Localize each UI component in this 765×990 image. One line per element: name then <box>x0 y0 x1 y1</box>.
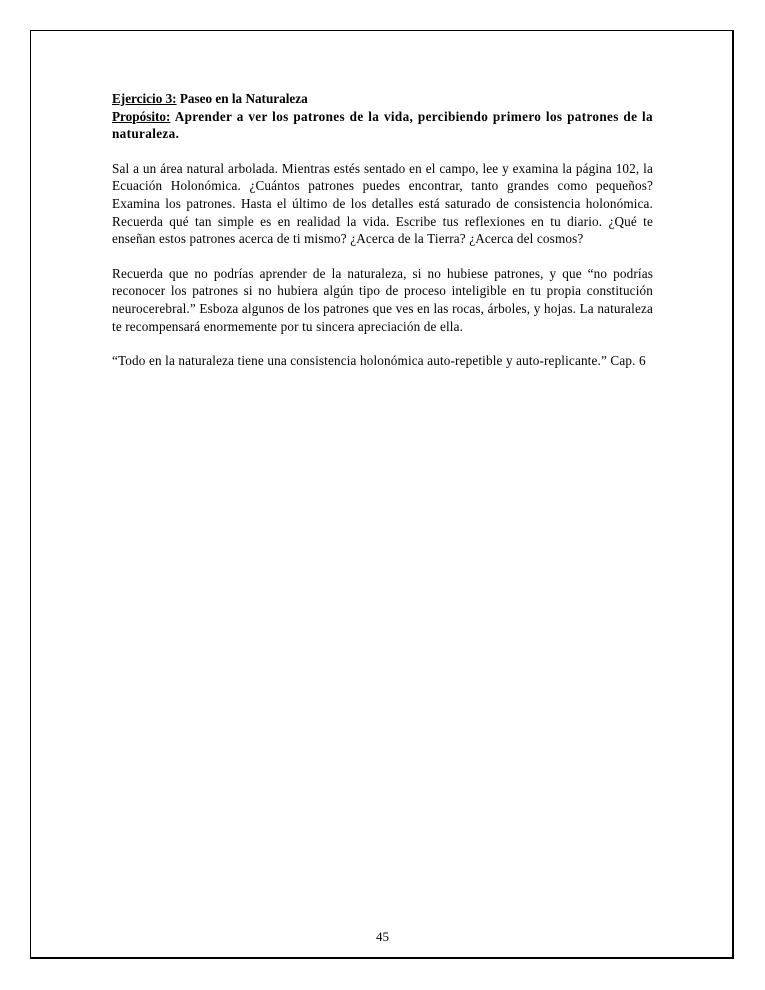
purpose-label: Propósito: <box>112 108 171 124</box>
paragraph-reflection: Recuerda que no podrías aprender de la naturaleza, si no hubiese patrones, y que “no podrías reconocer los patrones si no hubiera algún tipo de proceso inteligible en tu propia constitución neurocerebral.” Esboza algunos de los patrones que ves en las rocas, árboles, y hojas. La naturaleza te recompensará enormemente por tu sincera apreciación de ella. <box>112 265 653 334</box>
paragraph-instructions: Sal a un área natural arbolada. Mientras estés sentado en el campo, lee y examina la página 102, la Ecuación Holonómica. ¿Cuántos patrones puedes encontrar, tanto grandes como pequeños? Examina los patrones. Hasta el último de los detalles está saturado de consistencia holonómica. Recuerda qué tan simple es en realidad la vida. Escribe tus reflexiones en tu diario. ¿Qué te enseñan estos patrones acerca de ti mismo? ¿Acerca de la Tierra? ¿Acerca del cosmos? <box>112 160 653 247</box>
exercise-heading <box>112 90 653 108</box>
purpose-text: Aprender a ver los patrones de la vida, percibiendo primero los patrones de la naturaleza. <box>112 108 653 142</box>
page-number: 45 <box>376 929 389 944</box>
paragraph-quote: “Todo en la naturaleza tiene una consistencia holonómica auto-repetible y auto-replicante.” Cap. 6 <box>112 353 646 369</box>
exercise-title: Paseo en la Naturaleza <box>179 91 308 106</box>
document-body <box>112 90 653 370</box>
purpose-line <box>112 108 653 143</box>
exercise-label: Ejercicio 3: <box>112 91 177 106</box>
